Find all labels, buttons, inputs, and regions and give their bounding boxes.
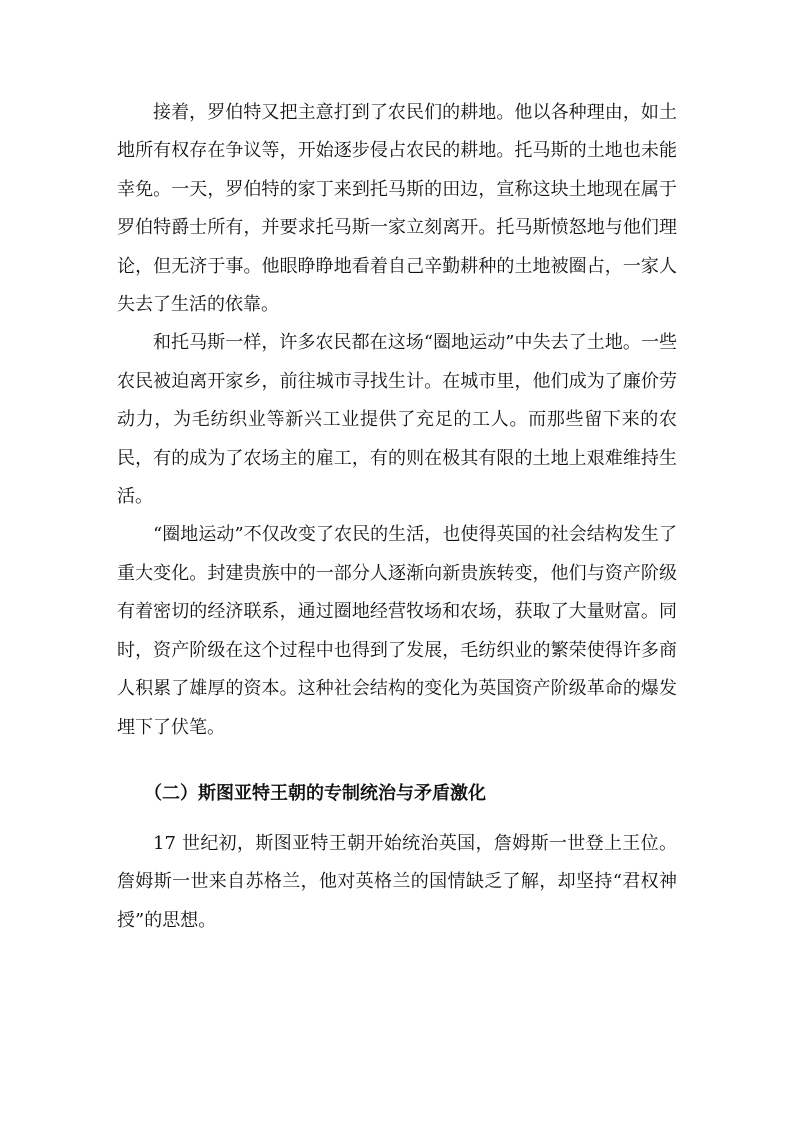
section-heading: （二）斯图亚特王朝的专制统治与矛盾激化: [144, 782, 486, 804]
paragraph-social-change: “圈地运动”不仅改变了农民的生活，也使得英国的社会结构发生了重大变化。封建贵族中的一部分人逐渐向新贵族转变，他们与资产阶级有着密切的经济联系，通过圈地经营牧场和农场，获取了大量财富。同时，资产阶级在这个过程中也得到了发展，毛纺织业的繁荣使得许多商人积累了雄厚的资本。这种社会结构的变化为英国资产阶级革命的爆发埋下了伏笔。: [117, 524, 677, 738]
paragraph-peasants-displaced: 和托马斯一样，许多农民都在这场“圈地运动”中失去了土地。一些农民被迫离开家乡，前往城市寻找生计。在城市里，他们成为了廉价劳动力，为毛纺织业等新兴工业提供了充足的工人。而那些留下来的农民，有的成为了农场主的雇工，有的则在极其有限的土地上艰难维持生活。: [117, 332, 677, 508]
document-page: [117, 94, 677, 940]
paragraph-stuart-dynasty: 17 世纪初，斯图亚特王朝开始统治英国，詹姆斯一世登上王位。詹姆斯一世来自苏格兰，他对英格兰的国情缺乏了解，却坚持“君权神授”的思想。: [117, 832, 677, 931]
paragraph-land-seizure: 接着，罗伯特又把主意打到了农民们的耕地。他以各种理由，如土地所有权存在争议等，开始逐步侵占农民的耕地。托马斯的土地也未能幸免。一天，罗伯特的家丁来到托马斯的田边，宣称这块土地现在属于罗伯特爵士所有，并要求托马斯一家立刻离开。托马斯愤怒地与他们理论，但无济于事。他眼睁睁地看着自己辛勤耕种的土地被圈占，一家人失去了生活的依靠。: [117, 102, 677, 316]
